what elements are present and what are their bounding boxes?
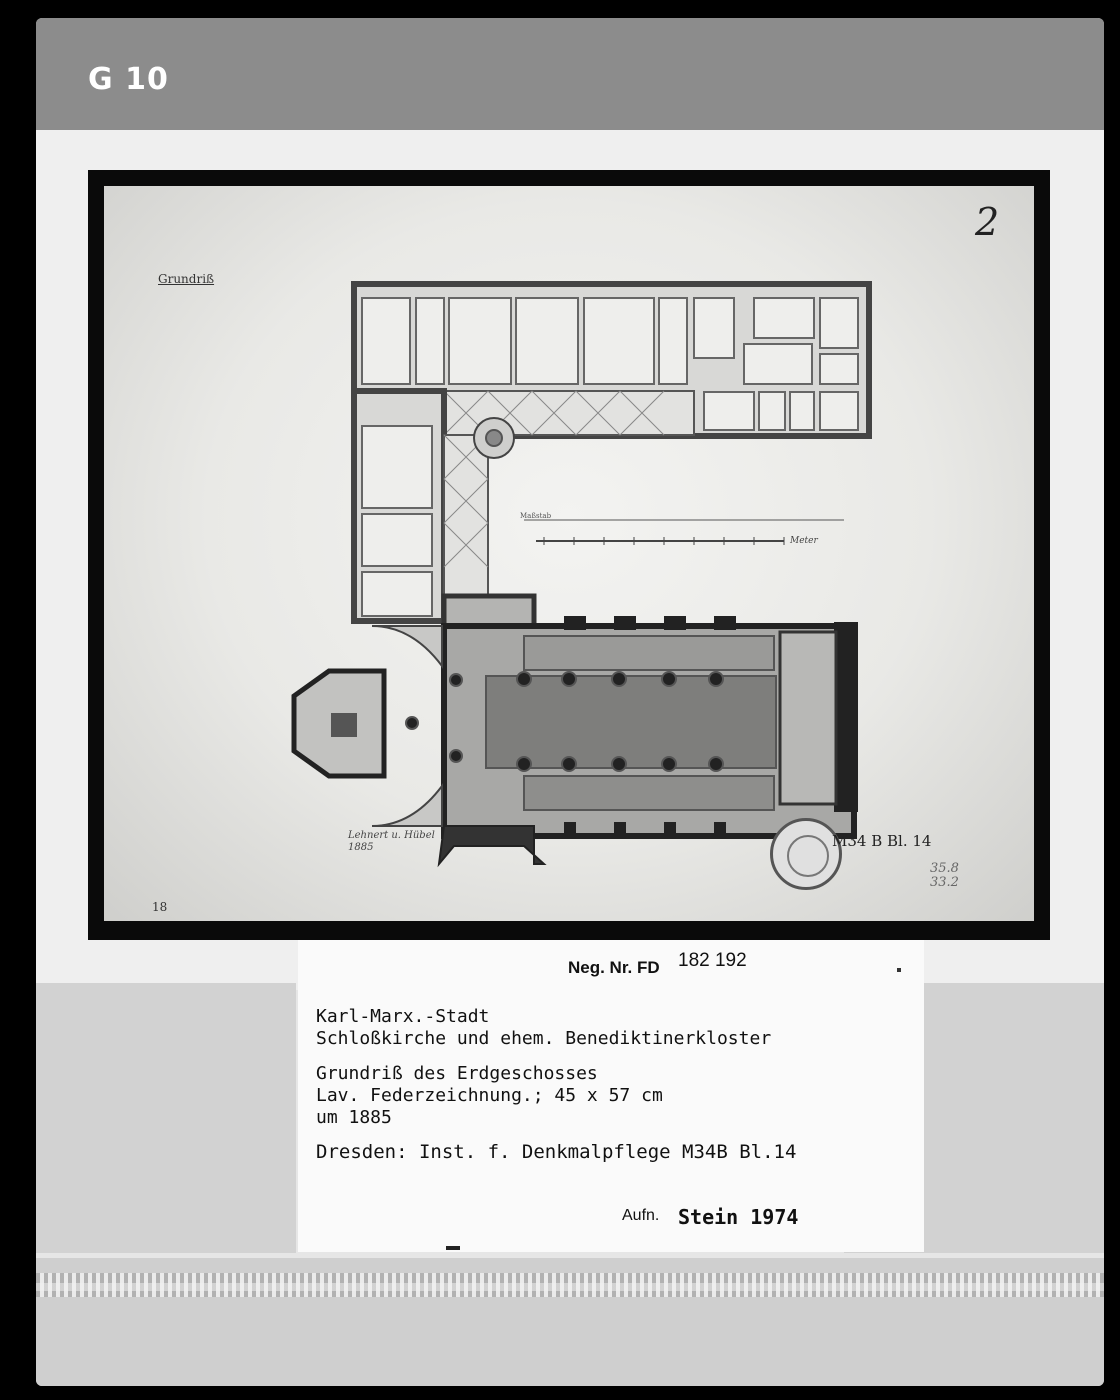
archive-reference: M34 B Bl. 14 (832, 832, 932, 850)
card-left-grey (36, 983, 296, 1253)
signature-name: Lehnert u. Hübel (348, 830, 435, 841)
archive-stamp (770, 818, 842, 890)
label-date: um 1885 (316, 1107, 392, 1128)
label-dot (897, 968, 901, 972)
negative-number-prefix: Neg. Nr. FD (568, 958, 660, 977)
drawing-signature (348, 830, 435, 854)
label-location: Karl-Marx.-Stadt (316, 1006, 490, 1027)
sheet-number: 2 (975, 200, 1000, 244)
negative-number: 182 192 (678, 950, 747, 971)
corner-code: G 10 (88, 62, 169, 97)
photo-credit-prefix: Aufn. (622, 1207, 660, 1224)
pencil-note (930, 862, 959, 890)
signature-year: 1885 (348, 842, 374, 853)
label-tick-mark (446, 1246, 460, 1250)
label-object: Schloßkirche und ehem. Benediktinerkloster (316, 1028, 772, 1049)
floor-plan-drawing (104, 186, 1034, 921)
label-title: Grundriß des Erdgeschosses (316, 1063, 598, 1084)
label-repository: Dresden: Inst. f. Denkmalpflege M34B Bl.14 (316, 1141, 797, 1163)
archive-stamp-inner (787, 835, 829, 877)
scale-label-right: Meter (790, 536, 818, 546)
label-technique: Lav. Federzeichnung.; 45 x 57 cm (316, 1085, 663, 1106)
drawing-paper (104, 186, 1034, 921)
photo-credit: Stein 1974 (678, 1205, 799, 1229)
card-top-band (36, 18, 1104, 130)
drawing-heading: Grundriß (158, 272, 215, 286)
pencil-note-line: 35.8 (930, 861, 959, 876)
edge-mark: 18 (152, 900, 168, 914)
pencil-note-line: 33.2 (930, 875, 959, 890)
scale-label-left: Maßstab (520, 512, 552, 520)
card-perforation-strip (36, 1283, 1104, 1291)
